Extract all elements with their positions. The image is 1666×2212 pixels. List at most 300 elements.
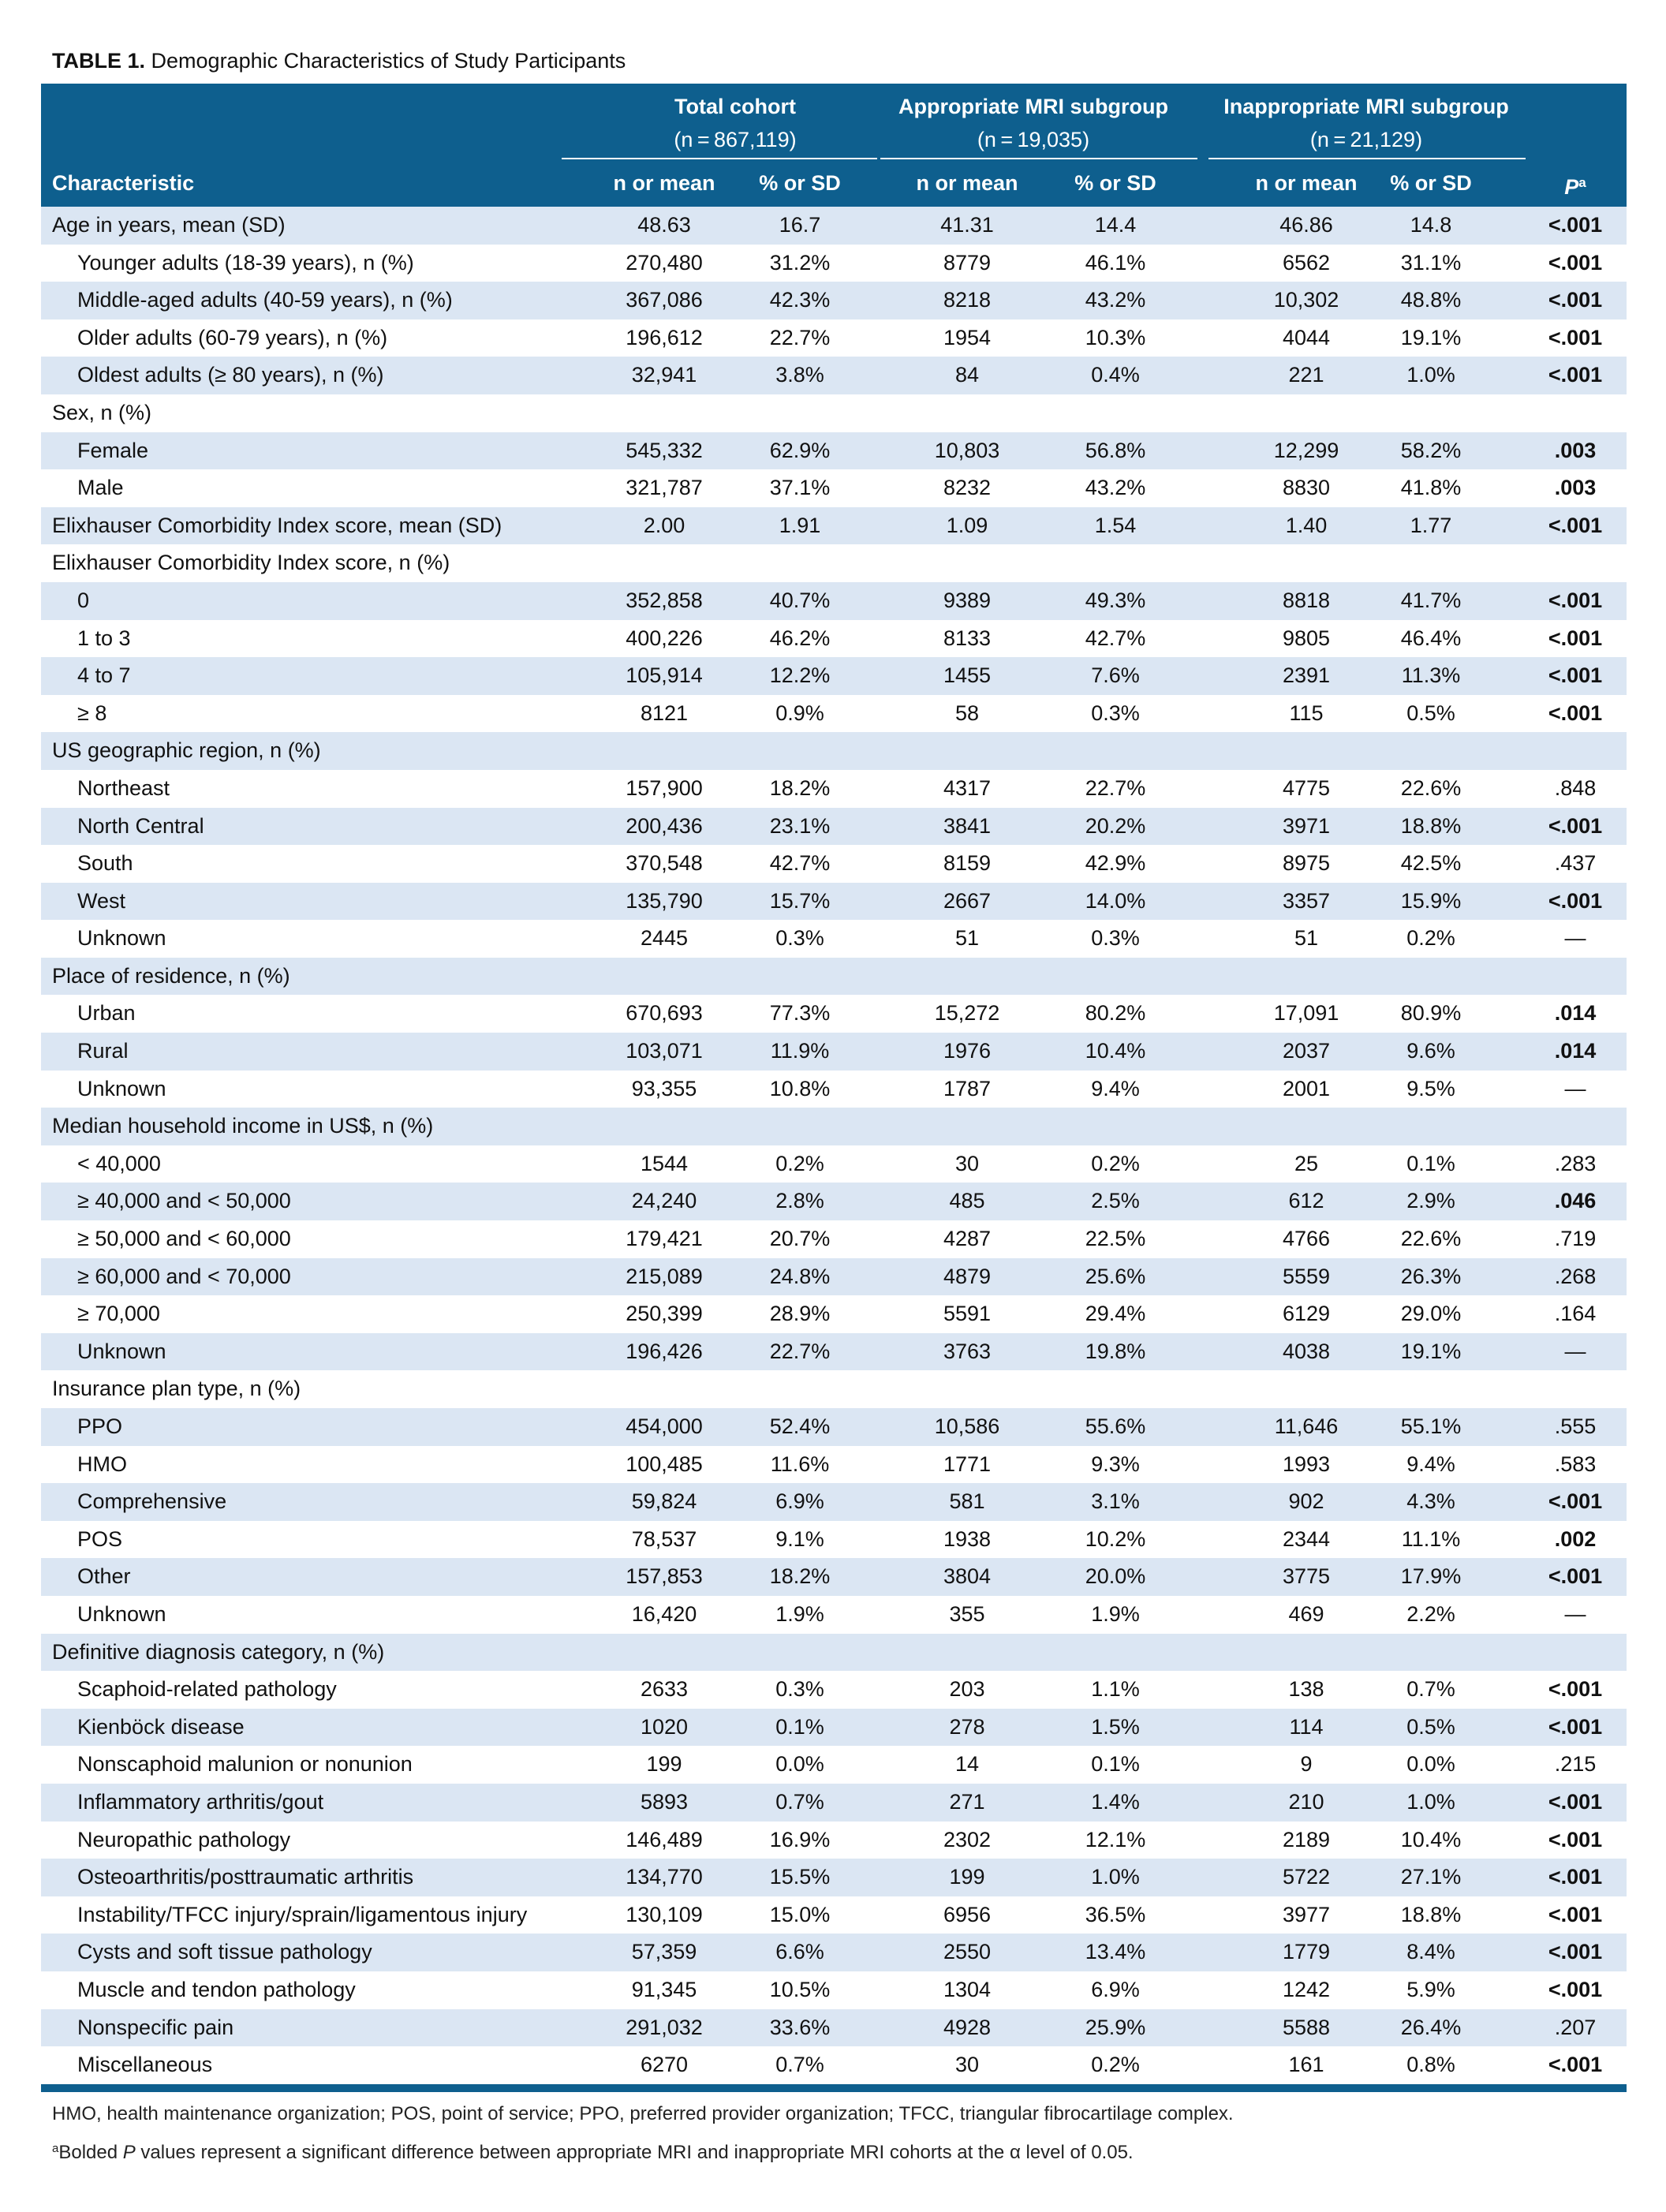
cell-p-value: .848 (1554, 775, 1597, 800)
cell-p-value: .583 (1554, 1452, 1597, 1476)
cell-characteristic: Instability/TFCC injury/sprain/ligamentous injury (77, 1902, 528, 1926)
cell-pct-total: 0.0% (775, 1752, 824, 1777)
cell-pct-total: 9.1% (775, 1526, 824, 1551)
cell-p-value: .437 (1554, 851, 1597, 876)
cell-p-value: — (1564, 926, 1586, 951)
cell-n-appropriate: 8159 (943, 851, 992, 876)
cell-pct-total: 28.9% (769, 1302, 831, 1326)
cell-pct-inappropriate: 4.3% (1406, 1489, 1455, 1514)
cell-pct-inappropriate: 1.77 (1410, 513, 1452, 537)
cell-p-value: .014 (1554, 1039, 1597, 1063)
cell-p-value: <.001 (1548, 1677, 1603, 1702)
cell-p-value: .003 (1554, 476, 1597, 500)
cell-pct-appropriate: 2.5% (1091, 1189, 1140, 1213)
cell-n-total: 93,355 (631, 1076, 697, 1100)
cell-n-total: 135,790 (626, 888, 703, 913)
cell-pct-appropriate: 14.0% (1085, 888, 1146, 913)
cell-n-total: 291,032 (626, 2015, 703, 2039)
cell-p-value: <.001 (1548, 1827, 1603, 1851)
cell-n-total: 1544 (640, 1151, 689, 1175)
cell-pct-total: 11.6% (770, 1452, 830, 1476)
cell-characteristic: Middle-aged adults (40-59 years), n (%) (77, 288, 453, 312)
group-n: (n = 21,129) (1309, 128, 1423, 151)
cell-n-total: 103,071 (626, 1039, 703, 1063)
cell-n-total: 32,941 (631, 363, 697, 387)
table-row (41, 1596, 1627, 1634)
cell-pct-inappropriate: 2.2% (1406, 1601, 1455, 1626)
cell-characteristic: Elixhauser Comorbidity Index score, mean (SD) (52, 513, 502, 537)
cell-pct-appropriate: 0.2% (1091, 2053, 1140, 2077)
cell-pct-total: 15.5% (769, 1865, 831, 1889)
cell-n-inappropriate: 3971 (1282, 813, 1331, 838)
footnotes (52, 2097, 1234, 2170)
table-row (41, 1934, 1627, 1971)
cell-pct-total: 62.9% (769, 438, 831, 462)
cell-characteristic: Muscle and tendon pathology (77, 1977, 356, 2001)
cell-characteristic: Insurance plan type, n (%) (52, 1377, 301, 1401)
cell-n-total: 321,787 (626, 476, 703, 500)
cell-pct-appropriate: 1.4% (1091, 1789, 1140, 1814)
cell-pct-total: 6.9% (775, 1489, 824, 1514)
table-row (41, 319, 1627, 357)
table-row (41, 1896, 1627, 1934)
cell-n-inappropriate: 11,646 (1274, 1414, 1339, 1438)
cell-p-value: <.001 (1548, 1714, 1603, 1739)
cell-characteristic: Unknown (77, 926, 166, 951)
cell-n-total: 196,426 (626, 1339, 703, 1363)
cell-pct-total: 10.5% (769, 1977, 831, 2001)
cell-pct-appropriate: 22.5% (1085, 1227, 1146, 1251)
cell-n-appropriate: 6956 (943, 1902, 992, 1926)
cell-characteristic: Unknown (77, 1339, 166, 1363)
group-header-total (585, 90, 885, 156)
cell-characteristic: US geographic region, n (%) (52, 738, 321, 763)
cell-characteristic: Inflammatory arthritis/gout (77, 1789, 324, 1814)
col-header-n-appropriate: n or mean (916, 171, 1018, 195)
cell-n-inappropriate: 2391 (1282, 663, 1331, 688)
table-row (41, 695, 1627, 733)
table-row (41, 207, 1627, 245)
cell-n-inappropriate: 161 (1288, 2053, 1324, 2077)
cell-n-inappropriate: 4044 (1282, 325, 1331, 349)
cell-n-inappropriate: 1993 (1282, 1452, 1331, 1476)
cell-n-total: 48.63 (637, 213, 691, 237)
table-row (41, 1784, 1627, 1822)
cell-characteristic: Other (77, 1564, 131, 1589)
cell-pct-total: 18.2% (769, 1564, 831, 1589)
cell-pct-total: 0.1% (775, 1714, 824, 1739)
cell-pct-inappropriate: 11.3% (1401, 663, 1461, 688)
cell-characteristic: South (77, 851, 133, 876)
cell-n-total: 200,436 (626, 813, 703, 838)
cell-pct-inappropriate: 2.9% (1406, 1189, 1455, 1213)
cell-pct-total: 1.9% (775, 1601, 824, 1626)
cell-p-value: .207 (1554, 2015, 1597, 2039)
cell-pct-total: 0.3% (775, 1677, 824, 1702)
cell-characteristic: HMO (77, 1452, 127, 1476)
table-row (41, 1183, 1627, 1220)
cell-n-inappropriate: 9805 (1282, 626, 1331, 650)
cell-pct-inappropriate: 11.1% (1401, 1526, 1461, 1551)
cell-pct-appropriate: 0.4% (1091, 363, 1140, 387)
cell-n-appropriate: 355 (949, 1601, 985, 1626)
table-row (41, 582, 1627, 620)
cell-n-inappropriate: 5722 (1282, 1865, 1331, 1889)
table-row (41, 1483, 1627, 1521)
table-row (41, 357, 1627, 394)
col-header-pct-inappropriate: % or SD (1390, 171, 1472, 195)
cell-n-total: 134,770 (626, 1865, 703, 1889)
table-row (41, 1258, 1627, 1296)
table-row (41, 507, 1627, 545)
table-row (41, 1446, 1627, 1484)
cell-p-value: — (1564, 1601, 1586, 1626)
cell-n-appropriate: 1787 (943, 1076, 992, 1100)
cell-pct-inappropriate: 0.2% (1406, 926, 1455, 951)
cell-pct-appropriate: 80.2% (1085, 1001, 1146, 1026)
table-row (41, 732, 1627, 770)
cell-pct-inappropriate: 22.6% (1400, 775, 1462, 800)
cell-pct-total: 3.8% (775, 363, 824, 387)
col-header-pct-appropriate: % or SD (1074, 171, 1156, 195)
cell-n-total: 8121 (640, 701, 689, 725)
cell-n-inappropriate: 8830 (1282, 476, 1331, 500)
cell-pct-appropriate: 43.2% (1085, 476, 1146, 500)
cell-pct-inappropriate: 14.8 (1410, 213, 1452, 237)
table-row (41, 1822, 1627, 1859)
cell-characteristic: Rural (77, 1039, 129, 1063)
cell-pct-appropriate: 42.9% (1085, 851, 1146, 876)
cell-characteristic: Miscellaneous (77, 2053, 213, 2077)
cell-pct-appropriate: 36.5% (1085, 1902, 1146, 1926)
table-row (41, 2009, 1627, 2047)
table-row (41, 883, 1627, 921)
table-row (41, 1709, 1627, 1747)
cell-pct-appropriate: 55.6% (1085, 1414, 1146, 1438)
cell-characteristic: PPO (77, 1414, 123, 1438)
cell-pct-total: 12.2% (769, 663, 831, 688)
cell-n-inappropriate: 210 (1288, 1789, 1324, 1814)
cell-characteristic: 4 to 7 (77, 663, 131, 688)
cell-n-inappropriate: 17,091 (1273, 1001, 1339, 1026)
cell-p-value: .014 (1554, 1001, 1597, 1026)
cell-pct-appropriate: 22.7% (1085, 775, 1146, 800)
cell-pct-total: 31.2% (769, 250, 831, 275)
cell-n-inappropriate: 2037 (1282, 1039, 1331, 1063)
cell-pct-inappropriate: 0.0% (1406, 1752, 1455, 1777)
cell-pct-total: 22.7% (769, 1339, 831, 1363)
cell-pct-total: 0.3% (775, 926, 824, 951)
cell-pct-total: 24.8% (769, 1264, 831, 1288)
cell-n-total: 157,853 (626, 1564, 703, 1589)
cell-n-total: 2.00 (643, 513, 685, 537)
cell-p-value: .283 (1554, 1151, 1597, 1175)
cell-p-value: <.001 (1548, 1564, 1603, 1589)
cell-n-total: 199 (646, 1752, 682, 1777)
cell-p-value: .046 (1554, 1189, 1597, 1213)
cell-pct-inappropriate: 80.9% (1400, 1001, 1462, 1026)
cell-pct-inappropriate: 0.5% (1406, 1714, 1455, 1739)
cell-n-total: 367,086 (626, 288, 703, 312)
cell-pct-appropriate: 3.1% (1091, 1489, 1140, 1514)
table-row (41, 1746, 1627, 1784)
cell-p-value: <.001 (1548, 888, 1603, 913)
cell-n-total: 370,548 (626, 851, 703, 876)
cell-p-value: .215 (1554, 1752, 1597, 1777)
cell-n-total: 454,000 (626, 1414, 703, 1438)
footnote-text-post: values represent a significant difference between appropriate MRI and inappropriate MRI cohorts at the α level of 0.05. (135, 2142, 1134, 2163)
cell-n-appropriate: 581 (949, 1489, 985, 1514)
cell-n-total: 5893 (640, 1789, 689, 1814)
cell-characteristic: Northeast (77, 775, 170, 800)
table-row (41, 657, 1627, 695)
table-row (41, 808, 1627, 846)
cell-characteristic: Elixhauser Comorbidity Index score, n (%) (52, 551, 450, 575)
cell-characteristic: Median household income in US$, n (%) (52, 1114, 434, 1138)
cell-p-value: <.001 (1548, 1789, 1603, 1814)
table-row (41, 1033, 1627, 1071)
cell-pct-appropriate: 20.2% (1085, 813, 1146, 838)
cell-p-value: .164 (1554, 1302, 1597, 1326)
cell-pct-inappropriate: 42.5% (1400, 851, 1462, 876)
cell-pct-appropriate: 1.0% (1091, 1865, 1140, 1889)
cell-pct-inappropriate: 17.9% (1400, 1564, 1462, 1589)
cell-pct-total: 15.7% (769, 888, 831, 913)
cell-pct-appropriate: 0.2% (1091, 1151, 1140, 1175)
cell-characteristic: Nonscaphoid malunion or nonunion (77, 1752, 413, 1777)
table-row (41, 995, 1627, 1033)
cell-pct-total: 6.6% (775, 1940, 824, 1964)
cell-pct-inappropriate: 18.8% (1400, 1902, 1462, 1926)
group-divider (880, 158, 1197, 159)
cell-n-inappropriate: 3775 (1282, 1564, 1331, 1589)
cell-n-appropriate: 9389 (943, 588, 992, 612)
cell-n-inappropriate: 46.86 (1279, 213, 1333, 237)
cell-pct-appropriate: 56.8% (1085, 438, 1146, 462)
cell-pct-appropriate: 19.8% (1085, 1339, 1146, 1363)
cell-n-total: 100,485 (626, 1452, 703, 1476)
cell-pct-inappropriate: 26.4% (1400, 2015, 1462, 2039)
cell-p-value: <.001 (1548, 813, 1603, 838)
cell-characteristic: Scaphoid-related pathology (77, 1677, 337, 1702)
cell-pct-inappropriate: 48.8% (1400, 288, 1462, 312)
cell-n-appropriate: 4879 (943, 1264, 992, 1288)
table-row (41, 282, 1627, 319)
cell-pct-total: 40.7% (769, 588, 831, 612)
cell-characteristic: ≥ 40,000 and < 50,000 (77, 1189, 291, 1213)
group-name: Appropriate MRI subgroup (898, 95, 1168, 118)
cell-n-total: 352,858 (626, 588, 703, 612)
table-row (41, 544, 1627, 582)
table-row (41, 770, 1627, 808)
table-label: TABLE 1. (52, 49, 146, 73)
cell-pct-appropriate: 25.6% (1085, 1264, 1146, 1288)
cell-pct-total: 52.4% (769, 1414, 831, 1438)
cell-characteristic: Place of residence, n (%) (52, 963, 290, 988)
cell-pct-inappropriate: 9.6% (1406, 1039, 1455, 1063)
cell-pct-total: 22.7% (769, 325, 831, 349)
cell-pct-appropriate: 1.9% (1091, 1601, 1140, 1626)
cell-p-value: — (1564, 1339, 1586, 1363)
cell-n-appropriate: 1455 (943, 663, 992, 688)
cell-pct-inappropriate: 15.9% (1400, 888, 1462, 913)
cell-n-inappropriate: 2189 (1282, 1827, 1331, 1851)
p-symbol: P (1564, 175, 1579, 199)
cell-characteristic: Nonspecific pain (77, 2015, 234, 2039)
cell-n-total: 2633 (640, 1677, 689, 1702)
cell-n-appropriate: 30 (954, 2053, 980, 2077)
cell-n-total: 1020 (640, 1714, 689, 1739)
cell-pct-appropriate: 14.4 (1094, 213, 1137, 237)
cell-n-inappropriate: 6129 (1282, 1302, 1331, 1326)
cell-pct-inappropriate: 5.9% (1406, 1977, 1455, 2001)
col-header-n-total: n or mean (613, 171, 715, 195)
group-header-appropriate (876, 90, 1191, 156)
cell-n-total: 16,420 (631, 1601, 697, 1626)
cell-n-appropriate: 1976 (943, 1039, 992, 1063)
cell-pct-inappropriate: 22.6% (1400, 1227, 1462, 1251)
cell-n-inappropriate: 469 (1288, 1601, 1324, 1626)
cell-n-total: 105,914 (626, 663, 703, 688)
cell-n-appropriate: 84 (954, 363, 980, 387)
cell-pct-inappropriate: 19.1% (1400, 325, 1462, 349)
cell-pct-appropriate: 42.7% (1085, 626, 1146, 650)
cell-pct-appropriate: 6.9% (1091, 1977, 1140, 2001)
cell-n-appropriate: 2550 (943, 1940, 992, 1964)
cell-n-appropriate: 4928 (943, 2015, 992, 2039)
table-row (41, 1108, 1627, 1145)
cell-pct-appropriate: 10.3% (1085, 325, 1146, 349)
cell-pct-inappropriate: 58.2% (1400, 438, 1462, 462)
cell-n-inappropriate: 6562 (1282, 250, 1331, 275)
cell-n-inappropriate: 4766 (1282, 1227, 1331, 1251)
cell-n-appropriate: 14 (954, 1752, 980, 1777)
cell-pct-inappropriate: 0.7% (1406, 1677, 1455, 1702)
cell-pct-total: 16.7 (779, 213, 821, 237)
col-header-p (1540, 167, 1611, 203)
group-header-inappropriate (1216, 90, 1516, 156)
cell-pct-appropriate: 0.3% (1091, 701, 1140, 725)
cell-n-inappropriate: 114 (1289, 1714, 1324, 1739)
cell-pct-inappropriate: 1.0% (1406, 363, 1455, 387)
cell-n-inappropriate: 51 (1294, 926, 1319, 951)
cell-pct-appropriate: 20.0% (1085, 1564, 1146, 1589)
table-row (41, 394, 1627, 432)
cell-n-inappropriate: 10,302 (1273, 288, 1339, 312)
cell-n-total: 59,824 (631, 1489, 697, 1514)
table-row (41, 958, 1627, 996)
cell-pct-appropriate: 7.6% (1091, 663, 1140, 688)
cell-pct-inappropriate: 0.8% (1406, 2053, 1455, 2077)
cell-pct-inappropriate: 10.4% (1400, 1827, 1462, 1851)
cell-n-appropriate: 203 (949, 1677, 985, 1702)
cell-n-inappropriate: 4038 (1282, 1339, 1331, 1363)
cell-characteristic: Unknown (77, 1601, 166, 1626)
cell-n-inappropriate: 2001 (1282, 1076, 1331, 1100)
table-row (41, 1295, 1627, 1333)
cell-pct-appropriate: 25.9% (1085, 2015, 1146, 2039)
cell-pct-inappropriate: 9.5% (1406, 1076, 1455, 1100)
cell-pct-total: 33.6% (769, 2015, 831, 2039)
cell-characteristic: Comprehensive (77, 1489, 227, 1514)
cell-p-value: <.001 (1548, 1489, 1603, 1514)
cell-n-total: 6270 (640, 2053, 689, 2077)
cell-n-inappropriate: 115 (1289, 701, 1324, 725)
cell-pct-inappropriate: 8.4% (1406, 1940, 1455, 1964)
cell-n-inappropriate: 138 (1288, 1677, 1324, 1702)
cell-n-appropriate: 1771 (943, 1452, 992, 1476)
cell-pct-total: 0.2% (775, 1151, 824, 1175)
cell-p-value: <.001 (1548, 1940, 1603, 1964)
cell-pct-appropriate: 0.3% (1091, 926, 1140, 951)
table-row (41, 1071, 1627, 1108)
cell-n-total: 146,489 (626, 1827, 703, 1851)
cell-n-appropriate: 1304 (943, 1977, 992, 2001)
cell-characteristic: Urban (77, 1001, 136, 1026)
cell-characteristic: ≥ 8 (77, 701, 107, 725)
cell-n-appropriate: 4287 (943, 1227, 992, 1251)
table-row (41, 1859, 1627, 1896)
group-n: (n = 19,035) (977, 128, 1090, 151)
cell-p-value: <.001 (1548, 663, 1603, 688)
cell-pct-total: 42.7% (769, 851, 831, 876)
cell-characteristic: Unknown (77, 1076, 166, 1100)
cell-pct-inappropriate: 0.5% (1406, 701, 1455, 725)
cell-pct-total: 15.0% (769, 1902, 831, 1926)
cell-n-total: 250,399 (626, 1302, 703, 1326)
table-row (41, 1408, 1627, 1446)
cell-pct-appropriate: 13.4% (1085, 1940, 1146, 1964)
cell-characteristic: Female (77, 438, 149, 462)
cell-n-appropriate: 1.09 (946, 513, 988, 537)
cell-n-inappropriate: 1.40 (1285, 513, 1328, 537)
cell-n-inappropriate: 1242 (1282, 1977, 1331, 2001)
cell-n-inappropriate: 3357 (1282, 888, 1331, 913)
cell-pct-total: 16.9% (769, 1827, 831, 1851)
cell-p-value: <.001 (1548, 325, 1603, 349)
cell-characteristic: Male (77, 476, 124, 500)
cell-n-total: 545,332 (626, 438, 703, 462)
table-row (41, 1521, 1627, 1559)
cell-n-appropriate: 41.31 (940, 213, 994, 237)
table-row (41, 1220, 1627, 1258)
cell-pct-total: 37.1% (769, 476, 831, 500)
footnote-marker: a (52, 2142, 59, 2155)
cell-characteristic: West (77, 888, 126, 913)
cell-pct-total: 20.7% (769, 1227, 831, 1251)
cell-n-appropriate: 30 (954, 1151, 980, 1175)
cell-n-appropriate: 1938 (943, 1526, 992, 1551)
cell-p-value: <.001 (1548, 1977, 1603, 2001)
cell-pct-appropriate: 1.5% (1091, 1714, 1140, 1739)
table-row (41, 469, 1627, 507)
cell-n-total: 2445 (640, 926, 689, 951)
cell-characteristic: Neuropathic pathology (77, 1827, 291, 1851)
cell-characteristic: Older adults (60-79 years), n (%) (77, 325, 388, 349)
cell-characteristic: Younger adults (18-39 years), n (%) (77, 250, 414, 275)
table-row (41, 620, 1627, 658)
cell-n-appropriate: 199 (949, 1865, 985, 1889)
cell-n-inappropriate: 8818 (1282, 588, 1331, 612)
cell-pct-appropriate: 10.2% (1085, 1526, 1146, 1551)
table-row (41, 1370, 1627, 1408)
table-body (41, 207, 1627, 2084)
cell-p-value: <.001 (1548, 626, 1603, 650)
col-header-characteristic: Characteristic (52, 171, 195, 195)
cell-pct-appropriate: 12.1% (1085, 1827, 1146, 1851)
cell-pct-total: 23.1% (769, 813, 831, 838)
cell-pct-total: 42.3% (769, 288, 831, 312)
